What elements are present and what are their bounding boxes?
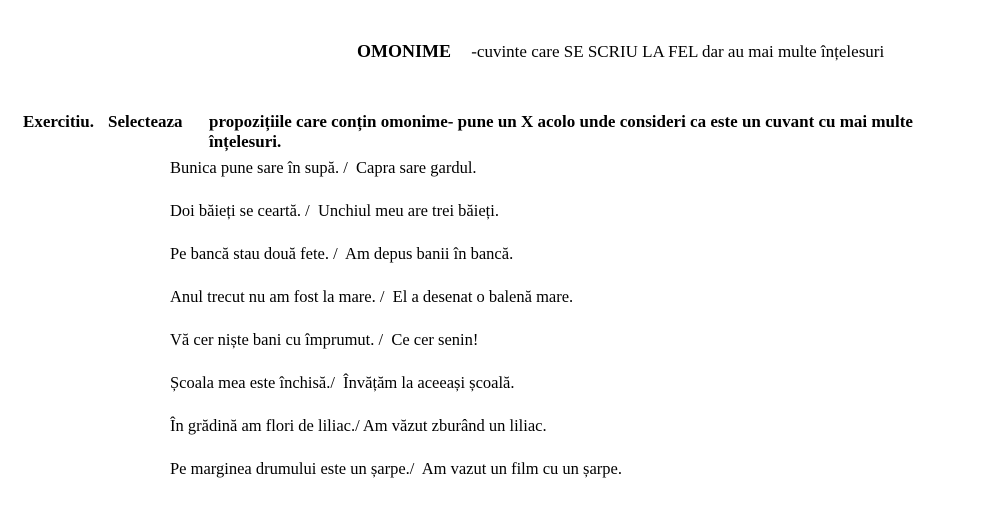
sentence-item[interactable]: Pe bancă stau două fete. / Am depus banii în bancă. [170, 244, 514, 263]
sentence-list [170, 157, 622, 501]
sentence-item[interactable]: Pe marginea drumului este un șarpe./ Am vazut un film cu un șarpe. [170, 459, 622, 478]
title-definition: -cuvinte care SE SCRIU LA FEL dar au mai multe înțelesuri [471, 42, 885, 61]
sentence-item[interactable]: În grădină am flori de liliac./ Am văzut zburând un liliac. [170, 416, 547, 435]
sentence-item[interactable]: Anul trecut nu am fost la mare. / El a desenat o balenă mare. [170, 287, 574, 306]
sentence-item[interactable]: Vă cer niște bani cu împrumut. / Ce cer senin! [170, 330, 479, 349]
exercise-label-text: Exercitiu. [23, 112, 94, 131]
sentence-item[interactable]: Bunica pune sare în supă. / Capra sare gardul. [170, 158, 477, 177]
exercise-instruction-text: propozițiile care conțin omonime- pune un X acolo unde consideri ca este un cuvant cu mai multe înțelesuri. [209, 112, 913, 151]
exercise-label [23, 112, 183, 132]
exercise-label-verb: Selecteaza [107, 112, 183, 131]
page-title [357, 41, 884, 62]
sentence-item[interactable]: Doi băieți se ceartă. / Unchiul meu are trei băieți. [170, 201, 499, 220]
sentence-item[interactable]: Școala mea este închisă./ Învățăm la aceeași școală. [170, 373, 515, 392]
title-term: OMONIME [357, 41, 451, 61]
